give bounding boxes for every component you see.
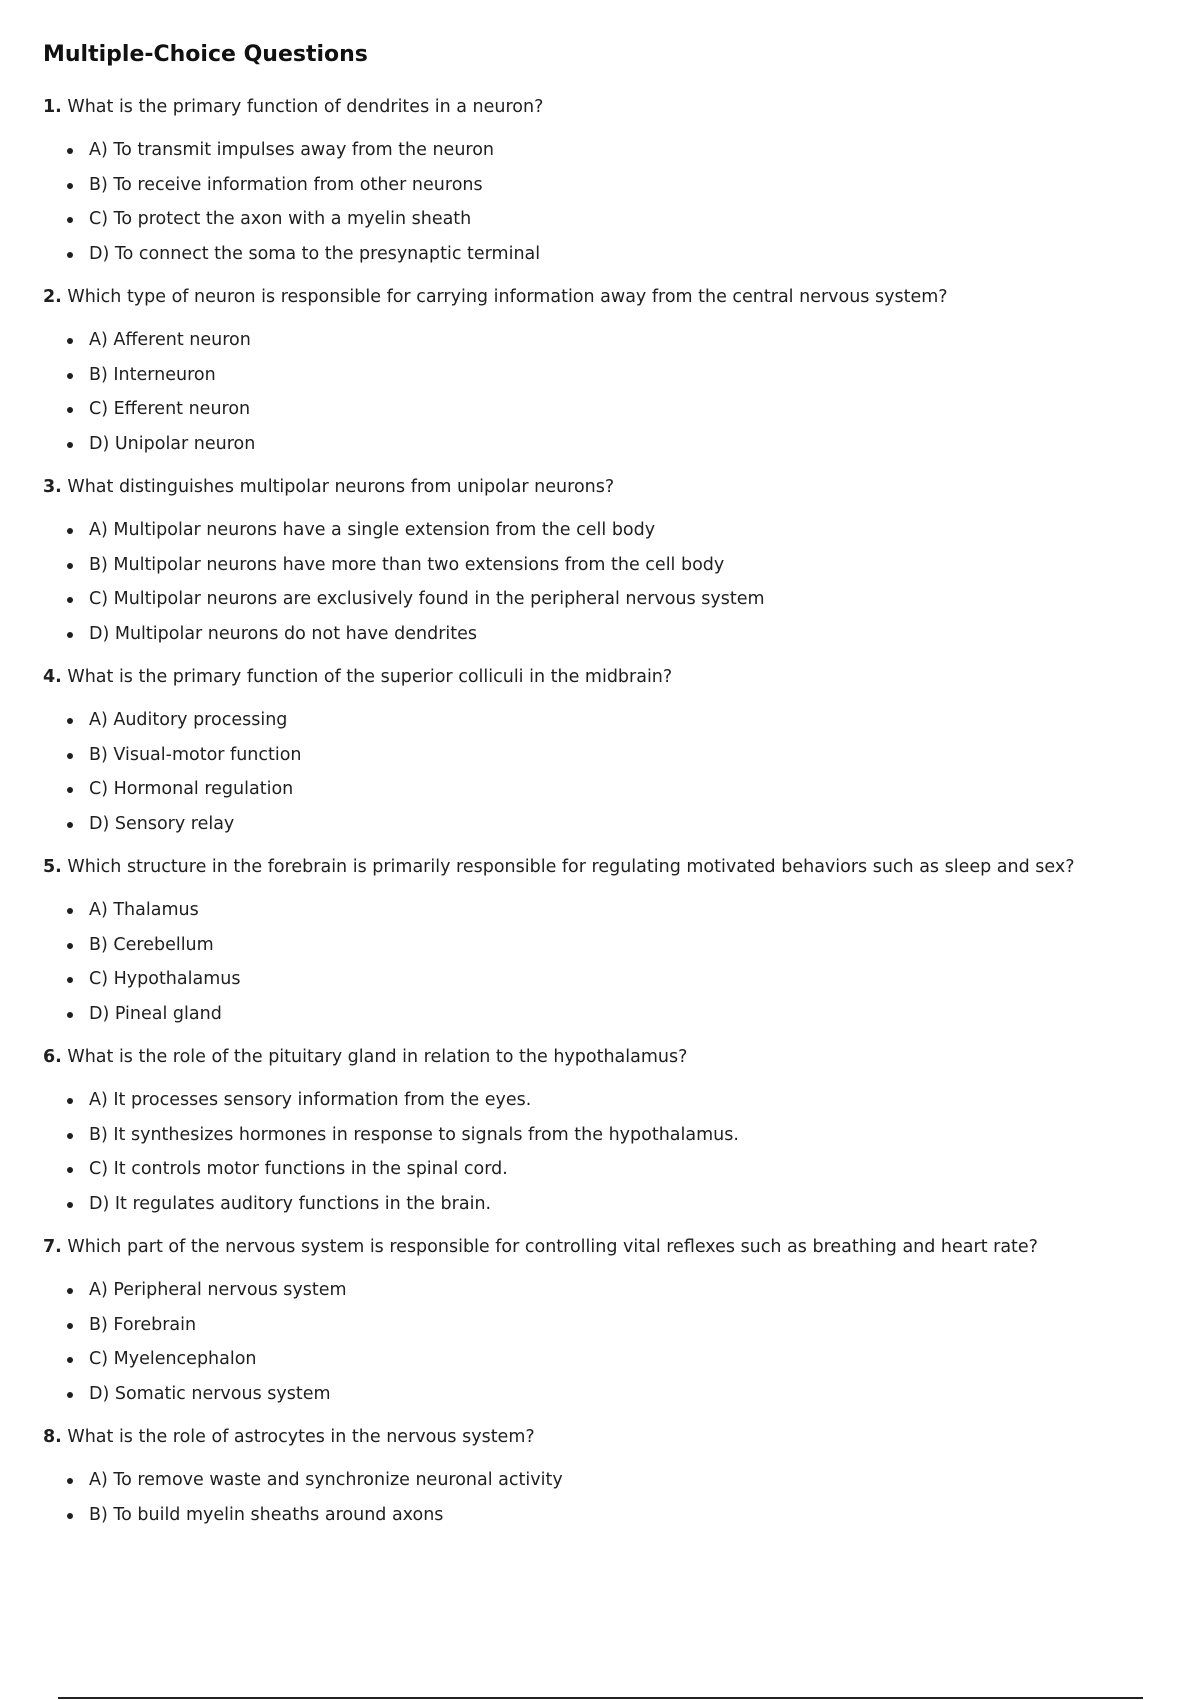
option-label: A) Afferent neuron	[89, 330, 251, 350]
option-label: A) To remove waste and synchronize neuronal activity	[89, 1470, 563, 1490]
question-prompt: Which type of neuron is responsible for carrying information away from the central nervous system?	[67, 287, 948, 307]
list-item	[89, 1463, 1123, 1498]
list-item	[89, 392, 1123, 427]
option-label: B) To build myelin sheaths around axons	[89, 1504, 444, 1525]
option-label: D) Sensory relay	[89, 813, 235, 834]
question-list	[43, 93, 1123, 1532]
list-item	[89, 772, 1123, 807]
list-item	[89, 962, 1123, 997]
bullet-icon	[67, 1098, 73, 1104]
option-label: C) Myelencephalon	[89, 1349, 257, 1369]
list-item	[89, 703, 1123, 738]
list-item	[89, 358, 1123, 393]
question-prompt: What distinguishes multipolar neurons from unipolar neurons?	[67, 477, 615, 497]
question-number: 3.	[43, 477, 62, 497]
option-label: B) Multipolar neurons have more than two extensions from the cell body	[89, 554, 725, 575]
option-label: B) Forebrain	[89, 1314, 197, 1335]
option-label: B) Cerebellum	[89, 934, 214, 955]
list-item	[89, 1152, 1123, 1187]
option-label: A) Multipolar neurons have a single extension from the cell body	[89, 520, 656, 540]
bullet-icon	[67, 183, 73, 189]
bullet-icon	[67, 632, 73, 638]
bullet-icon	[67, 718, 73, 724]
option-label: D) Pineal gland	[89, 1003, 222, 1024]
list-item	[89, 617, 1123, 652]
question-7	[43, 1233, 1123, 1411]
list-item	[89, 513, 1123, 548]
bullet-icon	[67, 597, 73, 603]
option-label: D) It regulates auditory functions in the brain.	[89, 1193, 492, 1214]
list-item	[89, 1083, 1123, 1118]
option-label: D) Unipolar neuron	[89, 433, 256, 454]
bullet-icon	[67, 1167, 73, 1173]
bullet-icon	[67, 1392, 73, 1398]
question-number: 2.	[43, 287, 62, 307]
list-item	[89, 1498, 1123, 1533]
bullet-icon	[67, 442, 73, 448]
option-label: B) It synthesizes hormones in response to signals from the hypothalamus.	[89, 1124, 739, 1145]
option-list	[43, 1463, 1123, 1532]
option-list	[43, 1083, 1123, 1221]
list-item	[89, 738, 1123, 773]
list-item	[89, 323, 1123, 358]
question-6	[43, 1043, 1123, 1221]
bullet-icon	[67, 908, 73, 914]
question-prompt: Which part of the nervous system is responsible for controlling vital reflexes such as breathing and heart rate?	[67, 1237, 1038, 1257]
list-item	[89, 168, 1123, 203]
option-list	[43, 133, 1123, 271]
question-prompt: What is the primary function of the superior colliculi in the midbrain?	[67, 667, 673, 687]
question-text	[43, 853, 1123, 882]
question-number: 8.	[43, 1427, 62, 1447]
list-item	[89, 1187, 1123, 1222]
bullet-icon	[67, 753, 73, 759]
option-label: D) Multipolar neurons do not have dendrites	[89, 623, 478, 644]
list-item	[89, 237, 1123, 272]
option-list	[43, 703, 1123, 841]
bullet-icon	[67, 338, 73, 344]
document-page	[43, 40, 1123, 1544]
bullet-icon	[67, 252, 73, 258]
question-number: 1.	[43, 97, 62, 117]
list-item	[89, 1377, 1123, 1412]
option-label: C) It controls motor functions in the spinal cord.	[89, 1159, 508, 1179]
option-label: B) To receive information from other neurons	[89, 174, 483, 195]
option-list	[43, 513, 1123, 651]
bullet-icon	[67, 977, 73, 983]
question-number: 7.	[43, 1237, 62, 1257]
list-item	[89, 427, 1123, 462]
list-item	[89, 1118, 1123, 1153]
list-item	[89, 133, 1123, 168]
bullet-icon	[67, 1133, 73, 1139]
option-label: D) Somatic nervous system	[89, 1383, 331, 1404]
question-number: 6.	[43, 1047, 62, 1067]
list-item	[89, 1308, 1123, 1343]
bullet-icon	[67, 373, 73, 379]
bullet-icon	[67, 563, 73, 569]
question-text	[43, 1233, 1123, 1262]
bullet-icon	[67, 943, 73, 949]
bullet-icon	[67, 528, 73, 534]
option-label: C) Efferent neuron	[89, 399, 251, 419]
question-4	[43, 663, 1123, 841]
option-label: C) Hormonal regulation	[89, 779, 294, 799]
list-item	[89, 1273, 1123, 1308]
option-label: C) To protect the axon with a myelin sheath	[89, 209, 472, 229]
page-divider	[58, 1697, 1143, 1699]
bullet-icon	[67, 1012, 73, 1018]
question-text	[43, 1423, 1123, 1452]
option-label: A) Auditory processing	[89, 710, 288, 730]
option-list	[43, 893, 1123, 1031]
list-item	[89, 997, 1123, 1032]
bullet-icon	[67, 407, 73, 413]
option-label: C) Multipolar neurons are exclusively found in the peripheral nervous system	[89, 589, 765, 609]
question-2	[43, 283, 1123, 461]
question-prompt: What is the role of the pituitary gland in relation to the hypothalamus?	[67, 1047, 688, 1067]
list-item	[89, 807, 1123, 842]
option-list	[43, 323, 1123, 461]
question-number: 5.	[43, 857, 62, 877]
option-label: A) Thalamus	[89, 900, 199, 920]
page-title: Multiple-Choice Questions	[43, 42, 368, 67]
question-prompt: What is the primary function of dendrites in a neuron?	[67, 97, 544, 117]
option-label: B) Interneuron	[89, 364, 216, 385]
bullet-icon	[67, 1357, 73, 1363]
list-item	[89, 548, 1123, 583]
question-prompt: What is the role of astrocytes in the nervous system?	[67, 1427, 535, 1447]
list-item	[89, 893, 1123, 928]
bullet-icon	[67, 148, 73, 154]
question-3	[43, 473, 1123, 651]
option-label: C) Hypothalamus	[89, 969, 241, 989]
option-label: A) Peripheral nervous system	[89, 1280, 347, 1300]
bullet-icon	[67, 1513, 73, 1519]
list-item	[89, 202, 1123, 237]
bullet-icon	[67, 1478, 73, 1484]
list-item	[89, 582, 1123, 617]
option-list	[43, 1273, 1123, 1411]
question-number: 4.	[43, 667, 62, 687]
question-5	[43, 853, 1123, 1031]
bullet-icon	[67, 822, 73, 828]
question-1	[43, 93, 1123, 271]
list-item	[89, 928, 1123, 963]
question-text	[43, 1043, 1123, 1072]
option-label: A) It processes sensory information from the eyes.	[89, 1090, 532, 1110]
option-label: D) To connect the soma to the presynaptic terminal	[89, 243, 541, 264]
question-text	[43, 473, 1123, 502]
bullet-icon	[67, 787, 73, 793]
question-text	[43, 93, 1123, 122]
bullet-icon	[67, 1288, 73, 1294]
question-text	[43, 663, 1123, 692]
option-label: B) Visual-motor function	[89, 744, 302, 765]
option-label: A) To transmit impulses away from the neuron	[89, 140, 495, 160]
question-text	[43, 283, 1123, 312]
question-prompt: Which structure in the forebrain is primarily responsible for regulating motivated behaviors such as sleep and sex?	[67, 857, 1075, 877]
question-8	[43, 1423, 1123, 1532]
bullet-icon	[67, 1202, 73, 1208]
list-item	[89, 1342, 1123, 1377]
bullet-icon	[67, 217, 73, 223]
bullet-icon	[67, 1323, 73, 1329]
